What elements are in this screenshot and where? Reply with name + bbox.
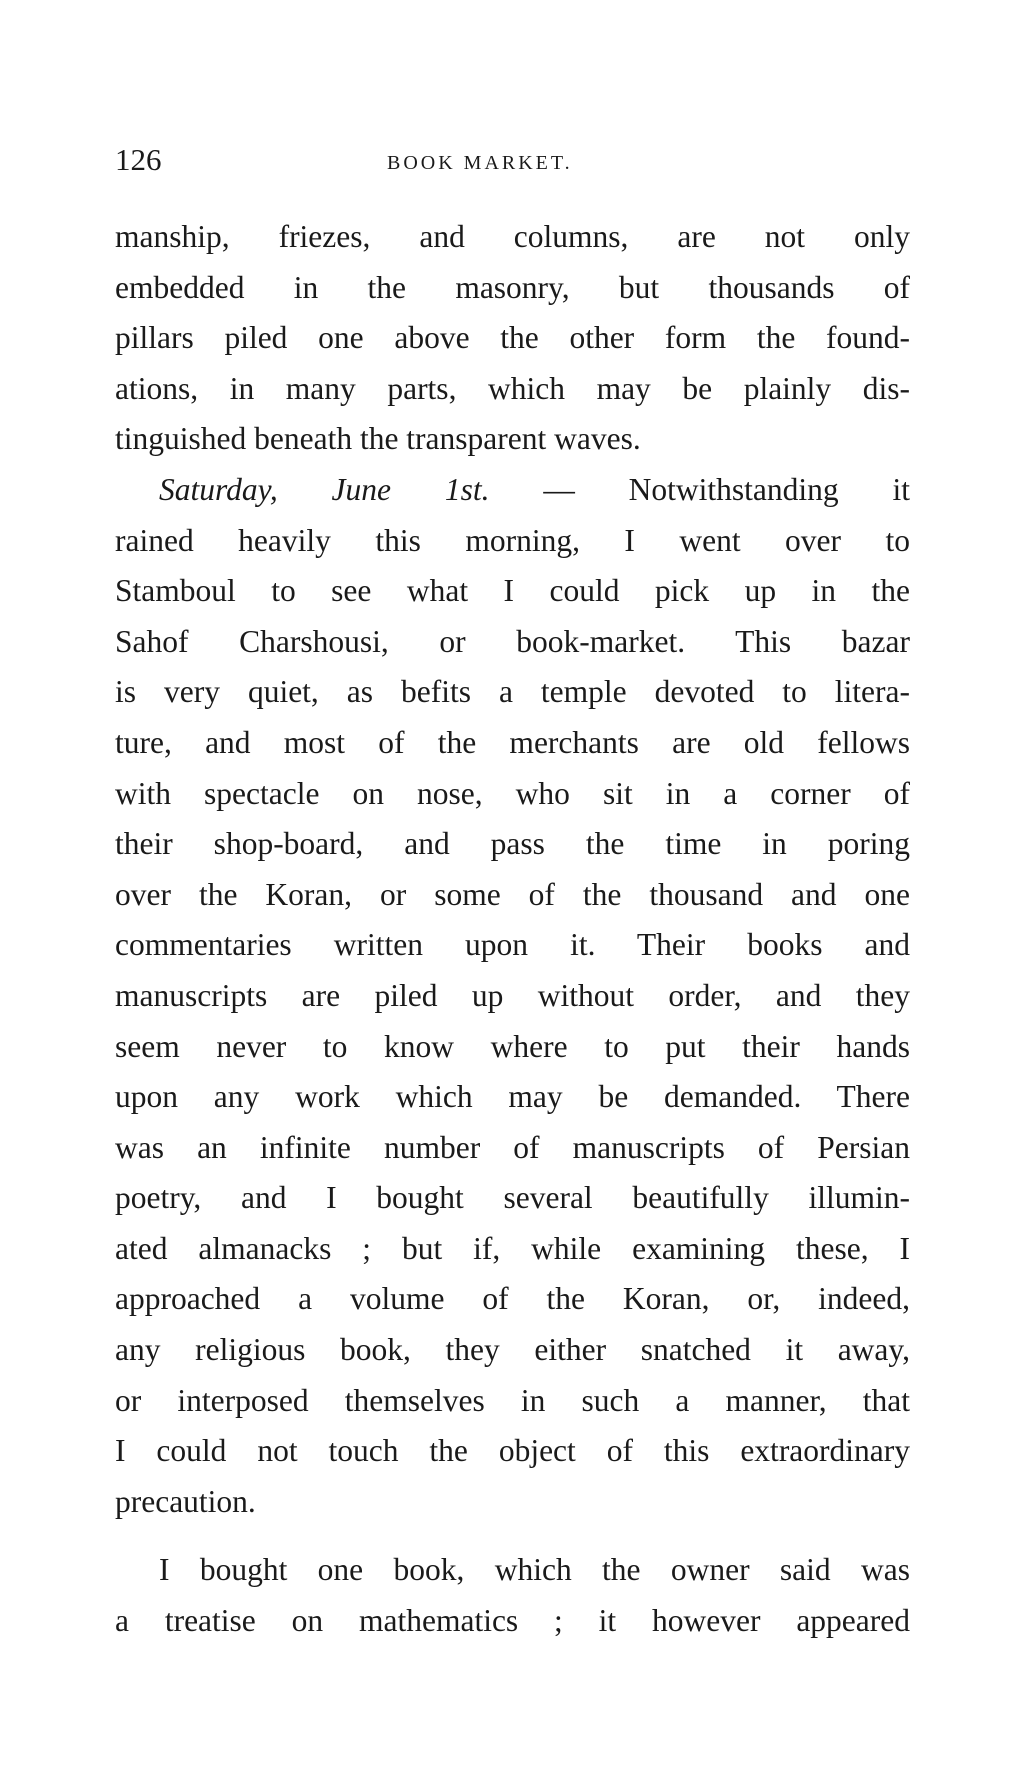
text-line: over the Koran, or some of the thousand and one	[115, 876, 910, 912]
text-line: ture, and most of the merchants are old fellows	[115, 724, 910, 760]
text-line: upon any work which may be demanded. There	[115, 1079, 910, 1115]
text-line: pillars piled one above the other form the found-	[115, 320, 910, 356]
text-line: precaution.	[115, 1483, 256, 1519]
text-line: rained heavily this morning, I went over to	[115, 522, 910, 558]
running-head	[115, 138, 915, 182]
text-line: is very quiet, as befits a temple devoted to litera-	[115, 674, 910, 710]
text-line: Stamboul to see what I could pick up in the	[115, 573, 910, 609]
page-number: 126	[115, 142, 162, 177]
text-line	[115, 465, 910, 516]
paragraph-2	[115, 465, 910, 1527]
text-line: poetry, and I bought several beautifully illumin-	[115, 1180, 910, 1216]
text-line: manship, friezes, and columns, are not only	[115, 219, 910, 254]
paragraph-1	[115, 212, 910, 465]
text-line: commentaries written upon it. Their books and	[115, 927, 910, 963]
text-line: a treatise on mathematics ; it however appeared	[115, 1603, 910, 1639]
text-fragment: — Notwithstanding it	[489, 471, 910, 507]
text-line: their shop-board, and pass the time in poring	[115, 826, 910, 862]
text-line: I could not touch the object of this extraordinary	[115, 1433, 910, 1469]
text-line: or interposed themselves in such a manner, that	[115, 1382, 910, 1418]
text-line: any religious book, they either snatched it away,	[115, 1332, 910, 1368]
text-line: ated almanacks ; but if, while examining these, I	[115, 1230, 910, 1266]
date-heading: Saturday, June 1st.	[159, 471, 490, 507]
text-line: with spectacle on nose, who sit in a corner of	[115, 775, 910, 811]
text-line: I bought one book, which the owner said was	[159, 1552, 910, 1588]
text-line: Sahof Charshousi, or book-market. This bazar	[115, 623, 910, 659]
text-line: seem never to know where to put their hands	[115, 1028, 910, 1064]
running-title: BOOK MARKET.	[387, 152, 573, 174]
text-line: manuscripts are piled up without order, and they	[115, 977, 910, 1013]
body-text	[115, 212, 910, 1647]
text-line: was an infinite number of manuscripts of Persian	[115, 1129, 910, 1165]
paragraph-gap	[115, 1527, 910, 1545]
text-line: tinguished beneath the transparent waves.	[115, 421, 641, 457]
text-line: embedded in the masonry, but thousands of	[115, 269, 910, 305]
paragraph-3	[115, 1545, 910, 1646]
text-line: ations, in many parts, which may be plainly dis-	[115, 370, 910, 406]
text-line: approached a volume of the Koran, or, indeed,	[115, 1281, 910, 1317]
